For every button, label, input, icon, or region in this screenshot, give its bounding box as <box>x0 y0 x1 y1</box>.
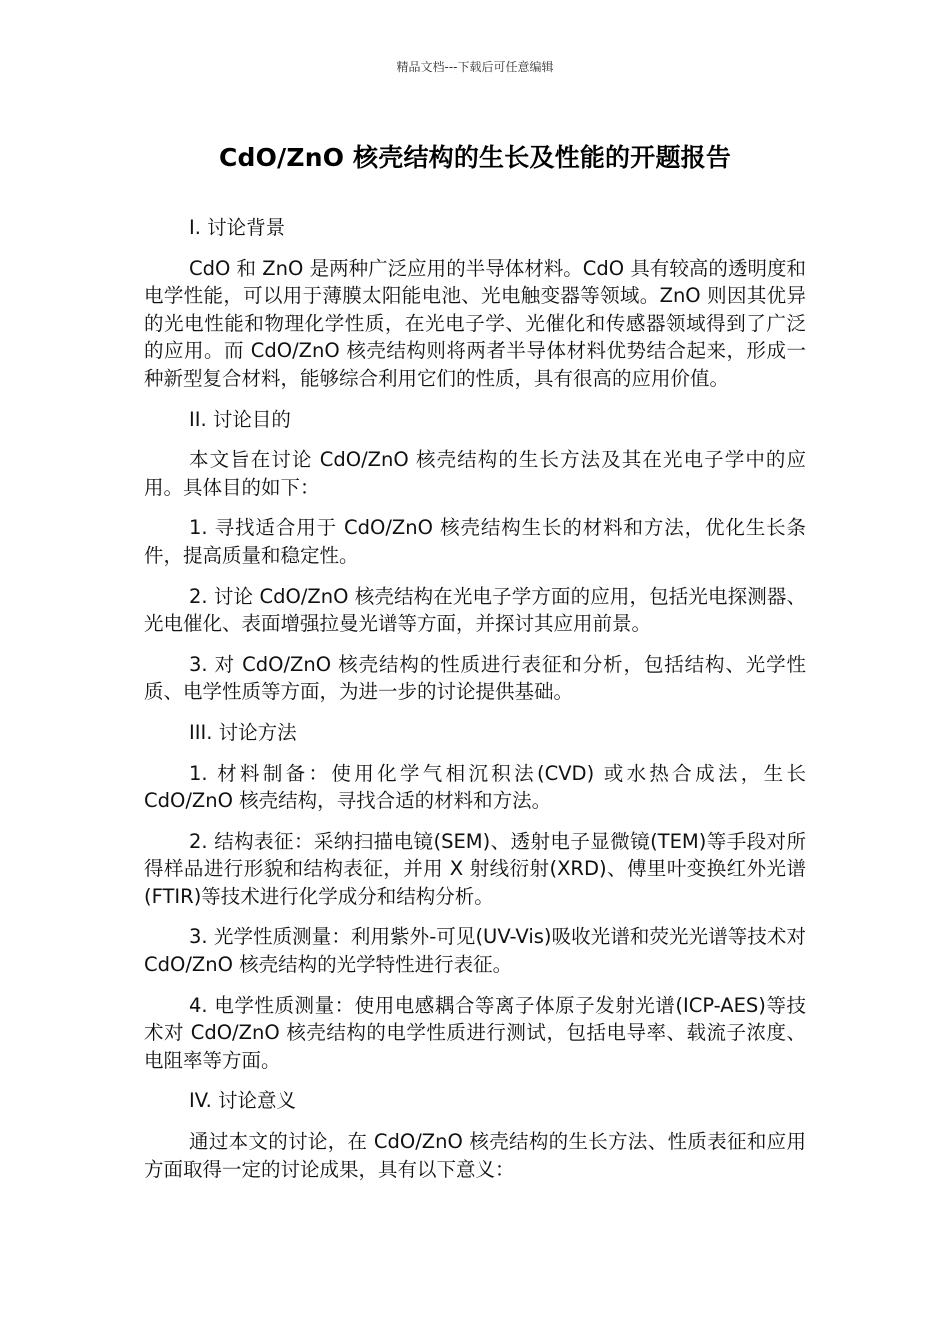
method-item-3: 3. 光学性质测量：利用紫外-可见(UV-Vis)吸收光谱和荧光光谱等技术对 CdO/ZnO 核壳结构的光学特性进行表征。 <box>144 925 806 977</box>
method-item-2: 2. 结构表征：采纳扫描电镜(SEM)、透射电子显微镜(TEM)等手段对所得样品进行形貌和结构表征，并用 X 射线衍射(XRD)、傅里叶变换红外光谱(FTIR)等技术进行化学成分和结构分析。 <box>144 829 806 908</box>
purpose-item-3: 3. 对 CdO/ZnO 核壳结构的性质进行表征和分析，包括结构、光学性质、电学性质等方面，为进一步的讨论提供基础。 <box>144 652 806 704</box>
method-item-1: 1. 材料制备：使用化学气相沉积法(CVD) 或水热合成法，生长 CdO/ZnO 核壳结构，寻找合适的材料和方法。 <box>144 761 806 813</box>
purpose-item-2: 2. 讨论 CdO/ZnO 核壳结构在光电子学方面的应用，包括光电探测器、光电催化、表面增强拉曼光谱等方面，并探讨其应用前景。 <box>144 584 806 636</box>
purpose-item-1: 1. 寻找适合用于 CdO/ZnO 核壳结构生长的材料和方法，优化生长条件，提高质量和稳定性。 <box>144 516 806 567</box>
section-heading-background: I. 讨论背景 <box>189 216 286 239</box>
paragraph-background: CdO 和 ZnO 是两种广泛应用的半导体材料。CdO 具有较高的透明度和电学性能，可以用于薄膜太阳能电池、光电触变器等领域。ZnO 则因其优异的光电性能和物理化学性质，在光电子学、光催化和传感器领域得到了广泛的应用。而 CdO/ZnO 核壳结构则将两者半导体材料优势结合起来，形成一种新型复合材料，能够综合利用它们的性质，具有很高的应用价值。 <box>144 256 806 390</box>
section-heading-methods: III. 讨论方法 <box>189 720 297 744</box>
section-heading-significance: IV. 讨论意义 <box>189 1089 296 1113</box>
document-body <box>144 214 806 1196</box>
section-heading-purpose: II. 讨论目的 <box>189 407 291 431</box>
document-title: CdO/ZnO 核壳结构的生长及性能的开题报告 <box>218 143 732 172</box>
page-header: 精品文档---下载后可任意编辑 <box>396 60 554 74</box>
paragraph-significance: 通过本文的讨论，在 CdO/ZnO 核壳结构的生长方法、性质表征和应用方面取得一定的讨论成果，具有以下意义： <box>144 1130 806 1181</box>
paragraph-purpose-intro: 本文旨在讨论 CdO/ZnO 核壳结构的生长方法及其在光电子学中的应用。具体目的如下： <box>144 448 806 499</box>
method-item-4: 4. 电学性质测量：使用电感耦合等离子体原子发射光谱(ICP-AES)等技术对 CdO/ZnO 核壳结构的电学性质进行测试，包括电导率、载流子浓度、电阻率等方面。 <box>144 993 806 1072</box>
